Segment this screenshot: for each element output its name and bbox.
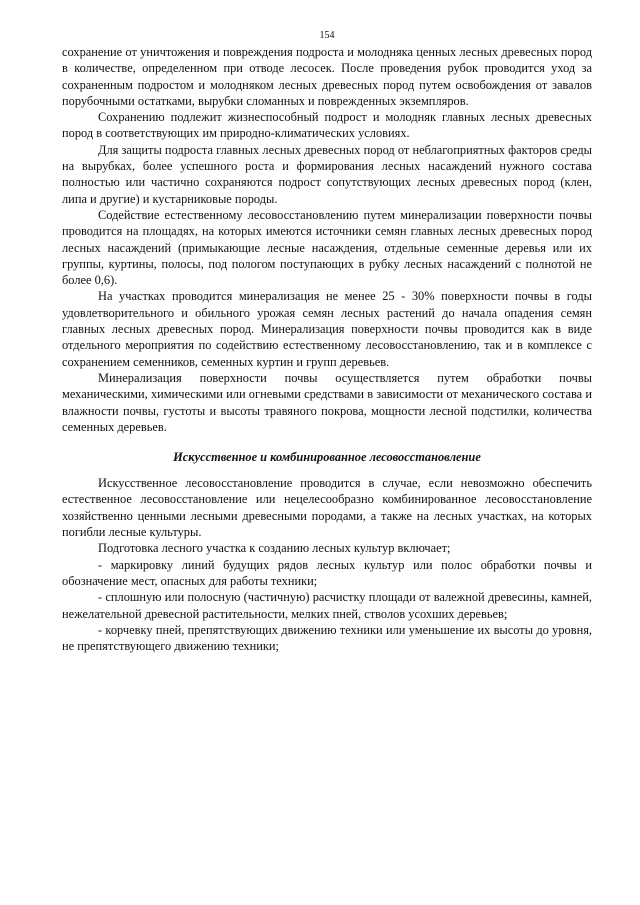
list-item-stump-removal: - корчевку пней, препятствующих движению техники или уменьшение их высоты до уровня, не препятствующего движению техники;	[62, 622, 592, 654]
paragraph-8: Подготовка лесного участка к созданию лесных культур включает;	[98, 541, 451, 556]
document-page	[62, 30, 592, 654]
paragraph-3: Для защиты подроста главных лесных древесных пород от неблагоприятных факторов среды на вырубках, более успешного роста и формирования лесных насаждений нужного состава полностью или частично сохраняются подрост сопутствующих лесных древесных пород (клен, липа и другие) и кустарниковые породы.	[62, 142, 592, 206]
paragraph-4: Содействие естественному лесовосстановлению путем минерализации поверхности почвы проводится на площадях, на которых имеются источники семян главных лесных древесных пород лесных насаждений (примыкающие лесные насаждения, отдельные семенные деревья или их группы, куртины, полосы, под пологом поступающих в рубку лесных насаждений с полнотой не более 0,6).	[62, 207, 592, 288]
list-item-clearing: - сплошную или полосную (частичную) расчистку площади от валежной древесины, камней, нежелательной древесной растительности, мелких пней, стволов усохших деревьев;	[62, 590, 592, 621]
paragraph-7: Искусственное лесовосстановление проводится в случае, если невозможно обеспечить естественное лесовосстановление или нецелесообразно комбинированное лесовосстановление хозяйственно ценными лесными древесными породами, а также на лесных участках, на которых погибли лесные культуры.	[62, 476, 592, 540]
paragraph-1: сохранение от уничтожения и повреждения подроста и молодняка ценных лесных древесных пород в количестве, определенном при отводе лесосек. После проведения рубок проводится уход за сохраненным подростом и молодняком лесных древесных пород путем освобождения от завалов порубочными остатками, вырубки сломанных и поврежденных экземпляров.	[62, 45, 592, 108]
paragraph-6: Минерализация поверхности почвы осуществляется путем обработки почвы механическими, химическими или огневыми средствами в зависимости от механического состава и влажности почвы, густоты и высоты травяного покрова, мощности лесной подстилки, количества семенных деревьев.	[62, 370, 592, 434]
paragraph-2: Сохранению подлежит жизнеспособный подрост и молодняк главных лесных древесных пород в соответствующих им природно-климатических условиях.	[62, 110, 592, 141]
page-number: 154	[319, 30, 335, 41]
list-item-marking: - маркировку линий будущих рядов лесных культур или полос обработки почвы и обозначение мест, опасных для работы техники;	[62, 557, 592, 588]
paragraph-5: На участках проводится минерализация не менее 25 - 30% поверхности почвы в годы удовлетворительного и обильного урожая семян лесных растений до начала опадения семян главных лесных древесных пород. Минерализация поверхности почвы проводится как в виде отдельного мероприятия по содействию естественному лесовосстановлению, так и в комплексе с сохранением семенников, семенных куртин и групп деревьев.	[62, 289, 592, 369]
section-heading: Искусственное и комбинированное лесовосстановление	[173, 450, 481, 465]
